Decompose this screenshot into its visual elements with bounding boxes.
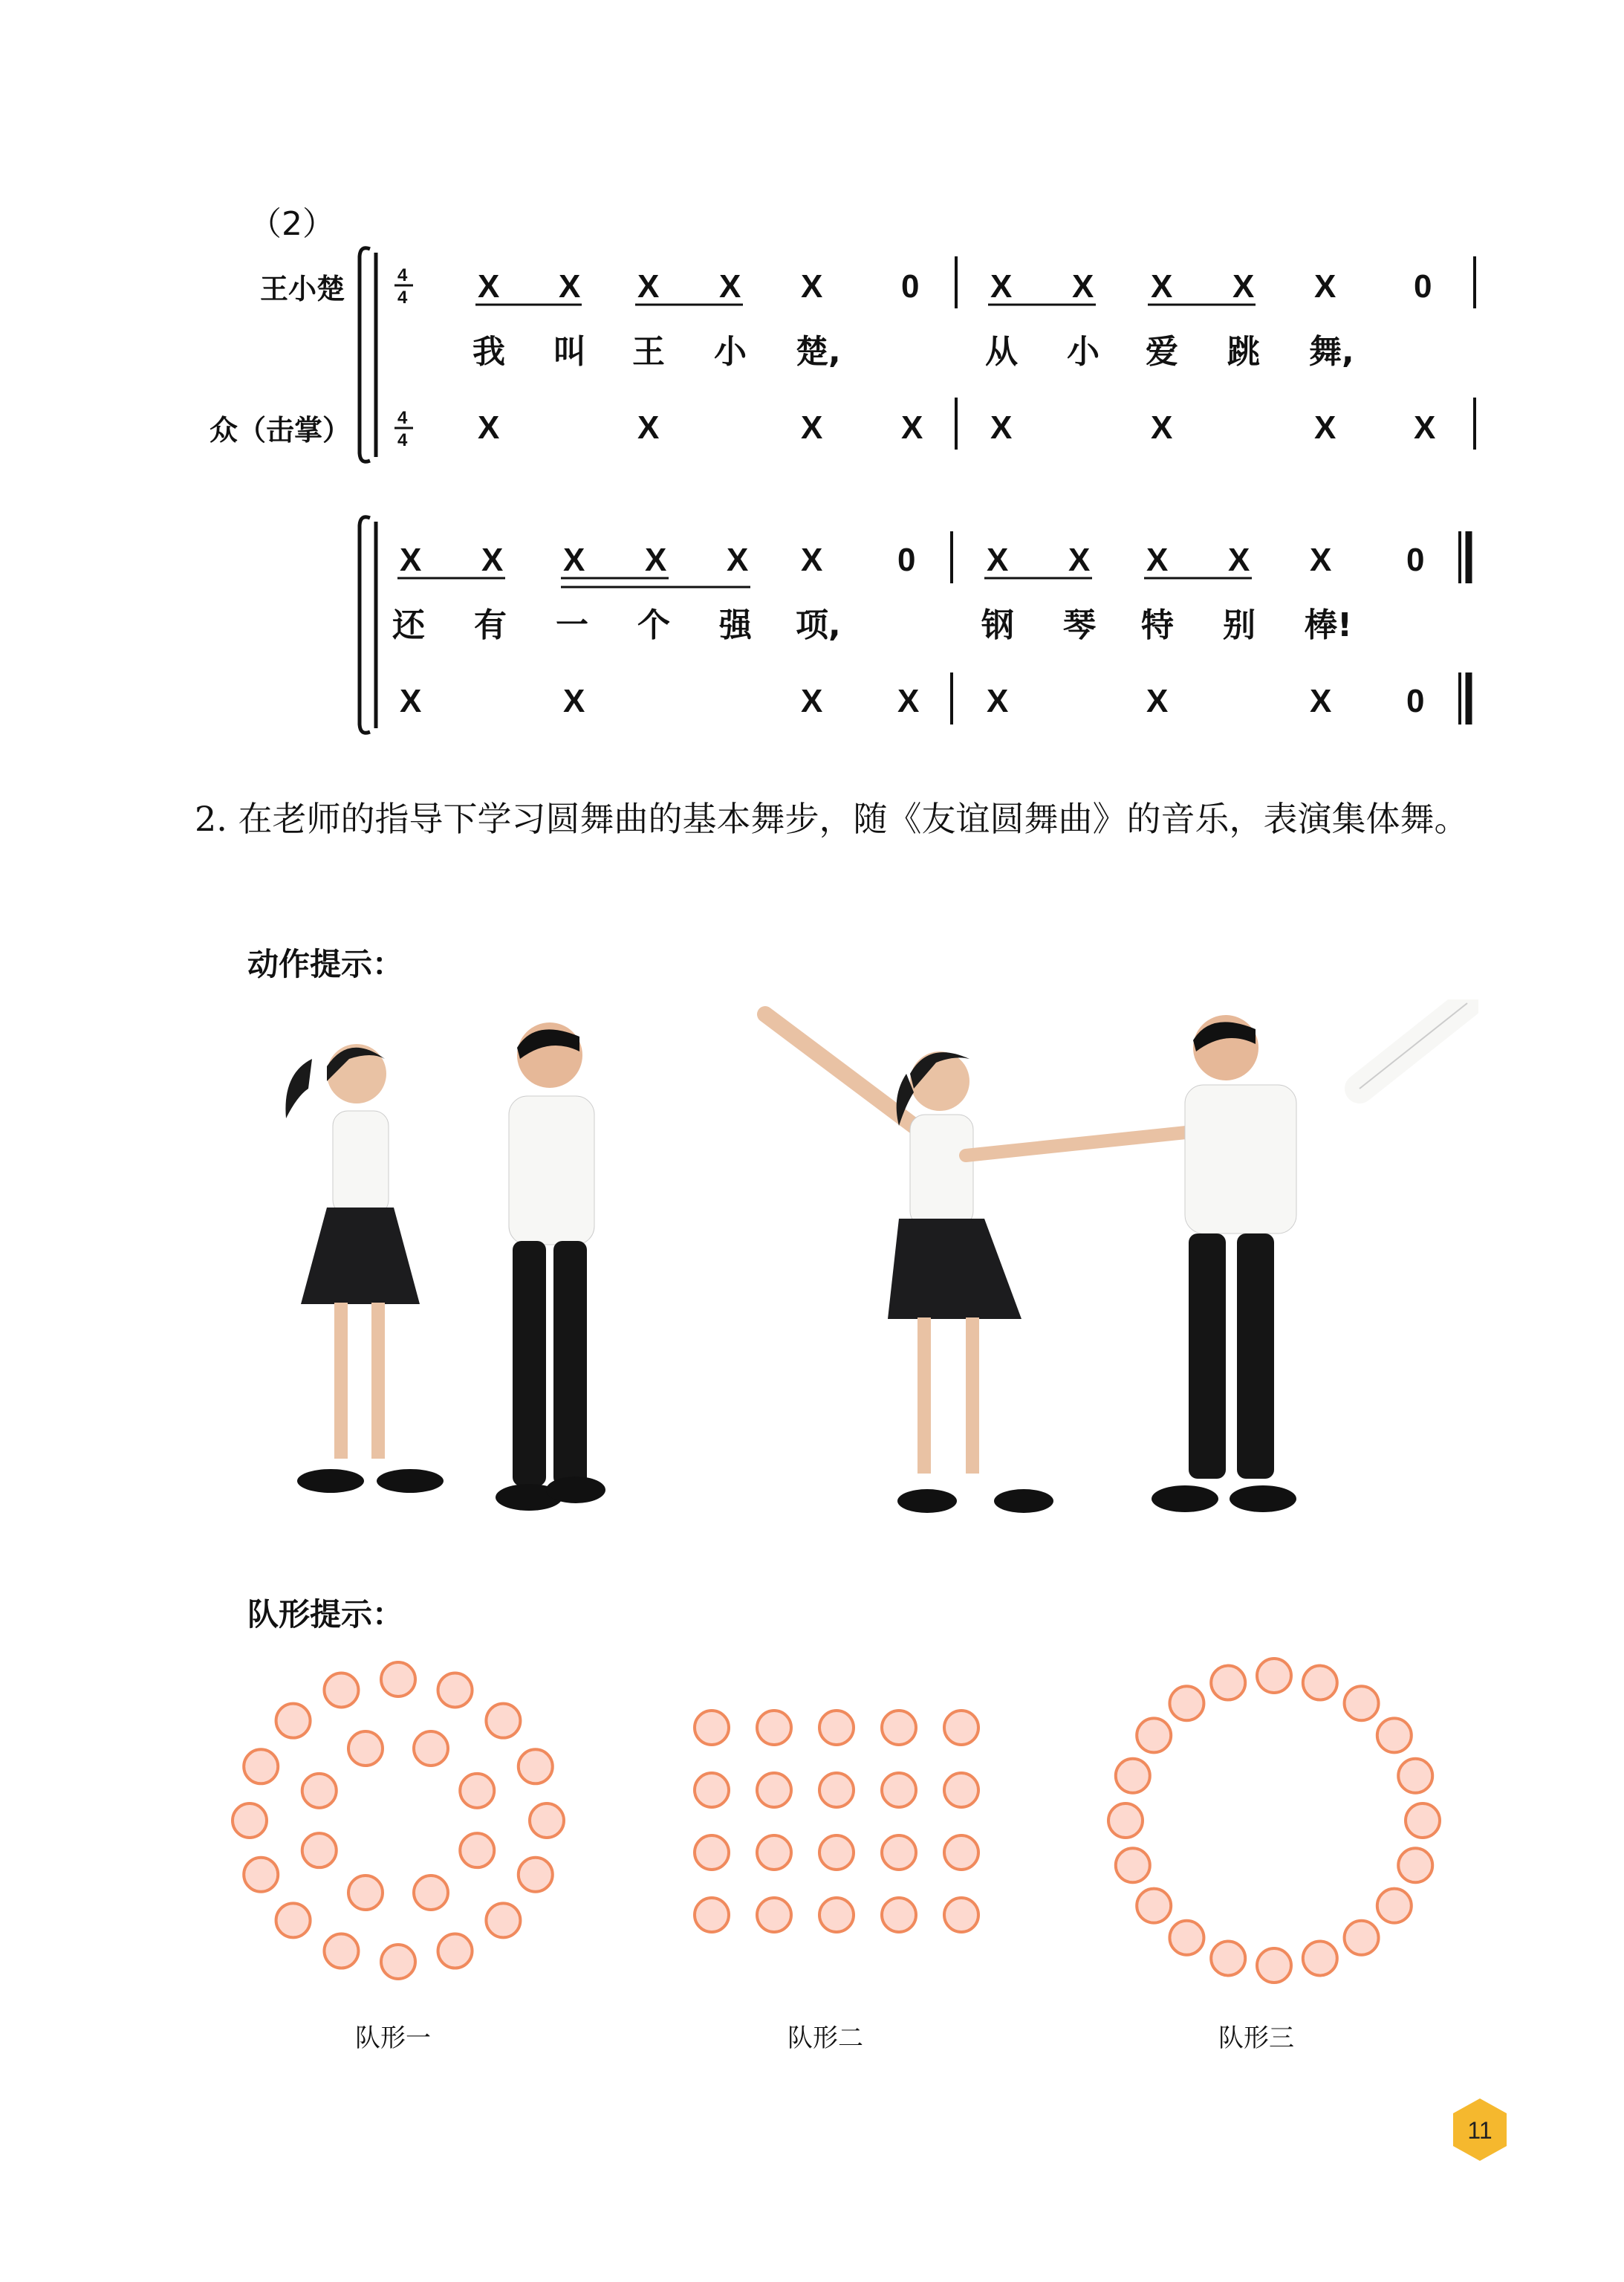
- note-x: X: [1414, 409, 1436, 446]
- formation-3-dot: [1257, 1948, 1291, 1983]
- formation-1-outer-dot: [324, 1934, 358, 1968]
- boy-figure-2: [1152, 1003, 1467, 1512]
- part-label-solo: 王小楚: [260, 273, 345, 305]
- note-x: X: [559, 268, 581, 305]
- system-1-bracket: [360, 248, 370, 462]
- note-x: X: [1146, 683, 1169, 719]
- formation-2-dot: [757, 1835, 791, 1870]
- formation-heading: 队形提示：: [247, 1596, 404, 1633]
- rest: 0: [897, 542, 916, 578]
- note-x: X: [801, 683, 823, 719]
- formation-2-dot: [882, 1711, 916, 1745]
- note-x: X: [987, 683, 1009, 719]
- note-x: X: [1314, 409, 1336, 446]
- note-x: X: [481, 542, 504, 578]
- lyric: 王: [632, 333, 665, 371]
- formation-3-dot: [1137, 1718, 1171, 1752]
- formation-2-dot: [882, 1773, 916, 1807]
- note-x: X: [1146, 542, 1169, 578]
- formation-1-inner-dot: [414, 1876, 448, 1910]
- lyric: 别: [1223, 606, 1256, 644]
- page-number: 11: [1467, 2117, 1493, 2144]
- instruction-text: 2. 在老师的指导下学习圆舞曲的基本舞步，随《友谊圆舞曲》的音乐，表演集体舞。: [195, 799, 1469, 839]
- lyric: 从: [985, 333, 1018, 371]
- music-score: [0, 0, 1624, 758]
- formation-diagrams: [0, 1635, 1624, 2036]
- clap-line-2: [400, 683, 1424, 719]
- lyric: 特: [1141, 606, 1174, 644]
- formation-1-outer-dot: [381, 1945, 415, 1979]
- boy-figure-1: [496, 1022, 605, 1511]
- lyric: 舞,: [1309, 333, 1354, 371]
- lyrics-line-1: [472, 333, 1354, 371]
- formation-3-dot: [1398, 1848, 1432, 1882]
- lyric: 叫: [553, 333, 586, 371]
- note-x: X: [897, 683, 920, 719]
- lyric: 棒!: [1305, 606, 1353, 644]
- note-x: X: [990, 409, 1013, 446]
- formation-2-dot: [819, 1773, 854, 1807]
- lyric: 项,: [796, 606, 841, 644]
- formation-1-inner-dot: [348, 1731, 383, 1766]
- note-x: X: [400, 542, 422, 578]
- formation-1-outer-dot: [530, 1803, 564, 1838]
- svg-text:4: 4: [397, 408, 408, 428]
- formation-2-dot: [944, 1835, 978, 1870]
- formation-2-dot: [695, 1898, 729, 1932]
- note-x: X: [987, 542, 1009, 578]
- note-x: X: [637, 409, 660, 446]
- formation-1-inner-dot: [302, 1833, 337, 1867]
- note-x: X: [1310, 683, 1332, 719]
- note-x: X: [727, 542, 749, 578]
- formation-3-dot: [1169, 1921, 1204, 1955]
- svg-text:4: 4: [397, 430, 408, 450]
- lyric: 一: [556, 606, 588, 644]
- formation-1-outer-dot: [381, 1662, 415, 1696]
- rest: 0: [1406, 683, 1425, 719]
- lyric: 小: [714, 333, 747, 371]
- note-x: X: [563, 542, 585, 578]
- lyric: 楚,: [796, 333, 841, 371]
- formation-2-dot: [882, 1898, 916, 1932]
- formation-1-outer-dot: [276, 1903, 311, 1937]
- dance-photo-2: [750, 999, 1478, 1534]
- formation-1-outer-dot: [438, 1673, 472, 1707]
- formation-3-dot: [1116, 1848, 1150, 1882]
- formation-3-dot: [1116, 1759, 1150, 1793]
- note-x: X: [801, 542, 823, 578]
- lyric: 我: [472, 333, 505, 371]
- note-x: X: [801, 409, 823, 446]
- note-x: X: [1151, 268, 1173, 305]
- formation-2-dot: [695, 1711, 729, 1745]
- lyric: 琴: [1063, 606, 1096, 644]
- note-x: X: [990, 268, 1013, 305]
- formation-2-dot: [819, 1898, 854, 1932]
- note-x: X: [637, 268, 660, 305]
- rest: 0: [901, 268, 920, 305]
- note-x: X: [719, 268, 741, 305]
- girl-figure-1: [285, 1044, 444, 1493]
- lyric: 还: [392, 606, 425, 644]
- formation-1-outer-dot: [324, 1673, 358, 1707]
- formation-2-dot: [695, 1773, 729, 1807]
- lyric: 个: [637, 606, 670, 644]
- formation-3-dot: [1211, 1666, 1245, 1700]
- formation-2-dot: [819, 1711, 854, 1745]
- part-label-group: 众（击掌）: [210, 414, 351, 447]
- formation-1-outer-dot: [486, 1704, 520, 1738]
- formation-3-dot: [1377, 1889, 1412, 1923]
- note-x: X: [1072, 268, 1094, 305]
- note-x: X: [1310, 542, 1332, 578]
- formation-2-dot: [882, 1835, 916, 1870]
- formation-3-dot: [1377, 1718, 1412, 1752]
- note-x: X: [901, 409, 923, 446]
- formation-3-dot: [1345, 1921, 1379, 1955]
- formation-1-inner-dot: [414, 1731, 448, 1766]
- lyric: 钢: [981, 606, 1014, 644]
- formation-2-dot: [944, 1773, 978, 1807]
- formation-2-dot: [944, 1711, 978, 1745]
- lyric: 跳: [1227, 333, 1260, 371]
- time-signature-1: [394, 265, 413, 450]
- svg-text:4: 4: [397, 288, 408, 308]
- formation-3-dot: [1345, 1686, 1379, 1720]
- formation-3-dot: [1169, 1686, 1204, 1720]
- note-x: X: [478, 268, 500, 305]
- lyric: 有: [474, 606, 507, 644]
- lyrics-line-2: [392, 606, 1352, 644]
- formation-3-dot: [1137, 1889, 1171, 1923]
- formation-3-dot: [1398, 1759, 1432, 1793]
- note-x: X: [1232, 268, 1255, 305]
- lyric: 小: [1067, 333, 1100, 371]
- formation-caption-1: 队形一: [355, 2023, 431, 2053]
- formation-2-dot: [819, 1835, 854, 1870]
- movement-heading: 动作提示：: [247, 946, 404, 982]
- formation-2-dot: [695, 1835, 729, 1870]
- system-2-bracket: [360, 517, 370, 733]
- formation-3-dot: [1257, 1659, 1291, 1693]
- page-number-badge: [1450, 2097, 1510, 2164]
- lyric: 爱: [1146, 333, 1178, 371]
- note-x: X: [1314, 268, 1336, 305]
- formation-1-inner-dot: [460, 1833, 494, 1867]
- formation-caption-3: 队形三: [1218, 2023, 1294, 2053]
- note-x: X: [645, 542, 667, 578]
- note-x: X: [400, 683, 422, 719]
- formation-1-outer-dot: [438, 1934, 472, 1968]
- note-x: X: [1151, 409, 1173, 446]
- rhythm-line-2: [400, 542, 1424, 578]
- rest: 0: [1414, 268, 1432, 305]
- formation-1-outer-dot: [244, 1858, 278, 1892]
- note-x: X: [478, 409, 500, 446]
- dance-photo-1: [253, 1007, 669, 1534]
- formation-caption-2: 队形二: [787, 2023, 863, 2053]
- formation-3-dot: [1406, 1803, 1440, 1838]
- formation-1-outer-dot: [244, 1749, 278, 1783]
- formation-3-dot: [1211, 1941, 1245, 1975]
- formation-3-dot: [1108, 1803, 1143, 1838]
- formation-1-inner-dot: [460, 1774, 494, 1808]
- formation-1-inner-dot: [348, 1876, 383, 1910]
- lyric: 强: [719, 606, 752, 644]
- formation-1-inner-dot: [302, 1774, 337, 1808]
- formation-1-outer-dot: [276, 1704, 311, 1738]
- formation-2-dot: [757, 1898, 791, 1932]
- formation-3-dot: [1303, 1941, 1337, 1975]
- note-x: X: [1068, 542, 1091, 578]
- formation-1-outer-dot: [519, 1858, 553, 1892]
- rest: 0: [1406, 542, 1425, 578]
- note-x: X: [563, 683, 585, 719]
- note-x: X: [1228, 542, 1250, 578]
- formation-2-dot: [757, 1773, 791, 1807]
- formation-1-outer-dot: [233, 1803, 267, 1838]
- note-x: X: [801, 268, 823, 305]
- formation-2-dot: [944, 1898, 978, 1932]
- formation-1-outer-dot: [486, 1903, 520, 1937]
- formation-3-dot: [1303, 1666, 1337, 1700]
- formation-1-outer-dot: [519, 1749, 553, 1783]
- score-number: （2）: [249, 205, 335, 243]
- formation-2-dot: [757, 1711, 791, 1745]
- svg-text:4: 4: [397, 265, 408, 285]
